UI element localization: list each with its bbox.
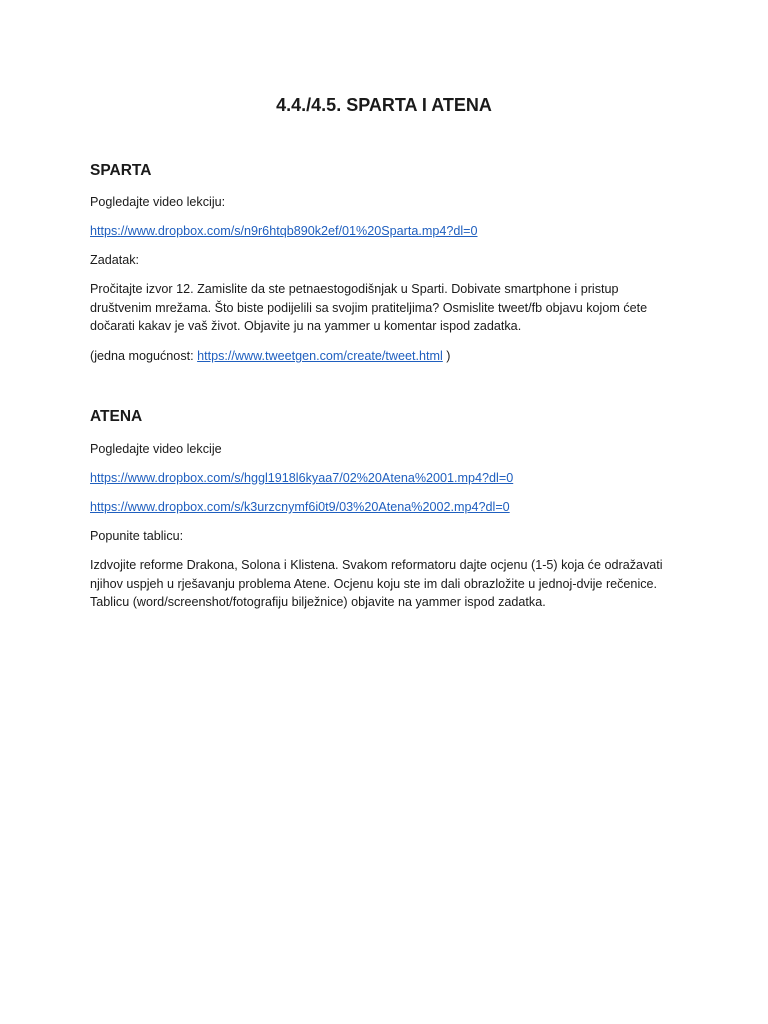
- atena-intro-text: Pogledajte video lekcije: [90, 442, 222, 456]
- sparta-task-text: Pročitajte izvor 12. Zamislite da ste petnaestogodišnjak u Sparti. Dobivate smartphone i pristup društvenim mrežama. Što biste podijelili sa svojim pratiteljima? Osmislite tweet/fb objavu kojom ćete dočarati kakav je vaš život. Objavite ju na yammer u komentar ispod zadatka.: [90, 282, 648, 334]
- sparta-task-label: Zadatak:: [90, 253, 140, 267]
- sparta-video-link[interactable]: https://www.dropbox.com/s/n9r6htqb890k2ef/01%20Sparta.mp4?dl=0: [90, 224, 478, 238]
- atena-task-label: Popunite tablicu:: [90, 529, 184, 543]
- tweetgen-link[interactable]: https://www.tweetgen.com/create/tweet.html: [197, 349, 443, 363]
- atena-heading: ATENA: [90, 408, 143, 425]
- atena-video-link-2-paragraph: [90, 498, 680, 517]
- sparta-intro-text: Pogledajte video lekciju:: [90, 195, 226, 209]
- atena-video-link-1[interactable]: https://www.dropbox.com/s/hggl1918l6kyaa7/02%20Atena%2001.mp4?dl=0: [90, 471, 514, 485]
- sparta-heading: SPARTA: [90, 162, 152, 179]
- document-title: 4.4./4.5. SPARTA I ATENA: [276, 95, 492, 115]
- sparta-option-suffix: ): [442, 349, 451, 363]
- sparta-option-paragraph: [90, 347, 680, 366]
- sparta-video-link-paragraph: [90, 222, 680, 241]
- atena-video-link-2[interactable]: https://www.dropbox.com/s/k3urzcnymf6i0t9/03%20Atena%2002.mp4?dl=0: [90, 500, 510, 514]
- atena-video-link-1-paragraph: [90, 469, 680, 488]
- atena-task-text: Izdvojite reforme Drakona, Solona i Klistena. Svakom reformatoru dajte ocjenu (1-5) koja će odražavati njihov uspjeh u rješavanju problema Atene. Ocjenu koju ste im dali obrazložite u jednoj-dvije rečenice. Tablicu (word/screenshot/fotografiju bilježnice) objavite na yammer ispod zadatka.: [90, 558, 663, 610]
- sparta-option-prefix: (jedna mogućnost:: [90, 349, 198, 363]
